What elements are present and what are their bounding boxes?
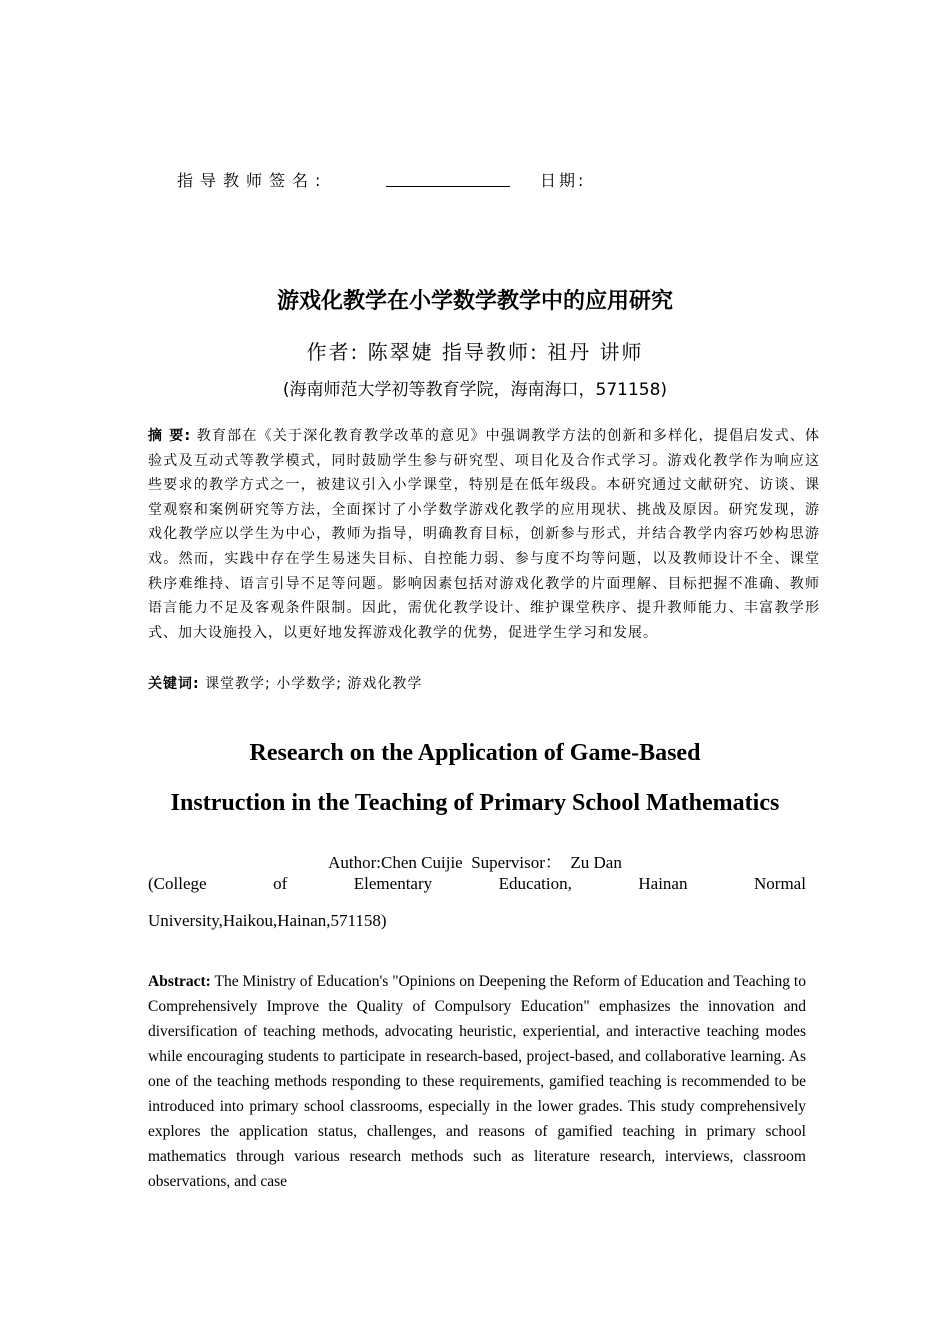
- affiliation-word: Elementary: [353, 874, 433, 893]
- affiliation-word: Normal: [754, 874, 806, 893]
- chinese-keywords: [148, 673, 820, 693]
- english-affiliation-line-1: [148, 872, 806, 896]
- english-affiliation-line-2: University,Haikou,Hainan,571158): [148, 911, 387, 930]
- chinese-abstract-label: 摘 要:: [148, 428, 192, 444]
- english-title-line-2: Instruction in the Teaching of Primary School Mathematics: [170, 790, 780, 816]
- chinese-affiliation: (海南师范大学初等教育学院，海南海口，571158): [282, 380, 668, 400]
- chinese-title: 游戏化教学在小学数学教学中的应用研究: [276, 289, 673, 314]
- english-author-line: Author:Chen Cuijie Supervisor： Zu Dan: [328, 853, 622, 872]
- affiliation-word: Education,: [498, 874, 572, 893]
- english-title: [100, 728, 850, 828]
- chinese-author-line: 作者: 陈翠婕 指导教师: 祖丹 讲师: [306, 340, 644, 364]
- affiliation-word: (College: [148, 874, 207, 893]
- english-affiliation: [148, 872, 806, 933]
- signature-blank-line: [386, 186, 510, 187]
- english-abstract-label: Abstract:: [148, 973, 211, 990]
- signature-date-label: 日期:: [540, 171, 587, 190]
- chinese-keywords-label: 关键词:: [148, 676, 200, 692]
- chinese-keywords-text: 课堂教学; 小学数学; 游戏化教学: [205, 676, 423, 692]
- chinese-abstract: [148, 424, 820, 645]
- supervisor-signature-label: 指导教师签名:: [177, 171, 328, 190]
- affiliation-word: Hainan: [638, 874, 688, 893]
- english-abstract-text: The Ministry of Education's "Opinions on Deepening the Reform of Education and Teaching to Comprehensively Improve the Quality of Compulsory Education" emphasizes the innovation and diversification of teaching methods, advocating heuristic, experiential, and interactive teaching modes while encouraging students to participate in research-based, project-based, and collaborative learning. As one of the teaching methods responding to these requirements, gamified teaching is recommended to be introduced into primary school classrooms, especially in the lower grades. This study comprehensively explores the application status, challenges, and reasons of gamified teaching in primary school mathematics through various research methods such as literature research, interviews, classroom observations, and case: [148, 973, 806, 1190]
- english-title-line-1: Research on the Application of Game-Based: [249, 740, 701, 766]
- affiliation-word: of: [273, 874, 288, 893]
- english-abstract: [148, 969, 806, 1194]
- chinese-abstract-text: 教育部在《关于深化教育教学改革的意见》中强调教学方法的创新和多样化，提倡启发式、体验式及互动式等教学模式，同时鼓励学生参与研究型、项目化及合作式学习。游戏化教学作为响应这些要求的教学方式之一，被建议引入小学课堂，特别是在低年级段。本研究通过文献研究、访谈、课堂观察和案例研究等方法，全面探讨了小学数学游戏化教学的应用现状、挑战及原因。研究发现，游戏化教学应以学生为中心，教师为指导，明确教育目标，创新参与形式，并结合教学内容巧妙构思游戏。然而，实践中存在学生易迷失目标、自控能力弱、参与度不均等问题，以及教师设计不全、课堂秩序难维持、语言引导不足等问题。影响因素包括对游戏化教学的片面理解、目标把握不准确、教师语言能力不足及客观条件限制。因此，需优化教学设计、维护课堂秩序、提升教师能力、丰富教学形式、加大设施投入，以更好地发挥游戏化教学的优势，促进学生学习和发展。: [148, 428, 820, 641]
